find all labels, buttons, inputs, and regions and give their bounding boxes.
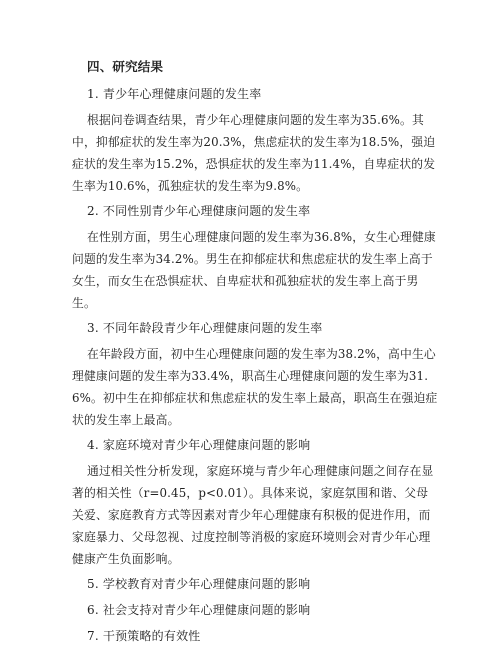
paragraph-2: 在性别方面，男生心理健康问题的发生率为36.8%，女生心理健康问题的发生率为34.2%。男生在抑郁症状和焦虑症状的发生率上高于女生，而女生在恐惧症状、自卑症状和孤独症状的发生率上高于男生。 [72,230,436,310]
section-title: 四、研究结果 [87,59,164,74]
subsection-title-2: 2. 不同性别青少年心理健康问题的发生率 [87,204,311,218]
paragraph-1: 根据问卷调查结果，青少年心理健康问题的发生率为35.6%。其中，抑郁症状的发生率为20.3%，焦虑症状的发生率为18.5%，强迫症状的发生率为15.2%，恐惧症状的发生率为11.4%，自卑症状的发生率为10.6%，孤独症状的发生率为9.8%。 [72,113,436,193]
paragraph-4: 通过相关性分析发现，家庭环境与青少年心理健康问题之间存在显著的相关性（r=0.45，p<0.01）。具体来说，家庭氛围和谐、父母关爱、家庭教育方式等因素对青少年心理健康有积极的促进作用，而家庭暴力、父母忽视、过度控制等消极的家庭环境则会对青少年心理健康产生负面影响。 [72,464,434,566]
subsection-title-3: 3. 不同年龄段青少年心理健康问题的发生率 [87,321,323,335]
subsection-title-7: 7. 干预策略的有效性 [87,629,201,643]
paragraph-3: 在年龄段方面，初中生心理健康问题的发生率为38.2%，高中生心理健康问题的发生率为33.4%，职高生心理健康问题的发生率为31.6%。初中生在抑郁症状和焦虑症状的发生率上最高，职高生在强迫症状的发生率上最高。 [72,347,438,427]
subsection-title-4: 4. 家庭环境对青少年心理健康问题的影响 [87,438,311,452]
subsection-title-1: 1. 青少年心理健康问题的发生率 [87,87,262,101]
subsection-title-6: 6. 社会支持对青少年心理健康问题的影响 [87,603,311,617]
subsection-title-5: 5. 学校教育对青少年心理健康问题的影响 [87,577,311,591]
